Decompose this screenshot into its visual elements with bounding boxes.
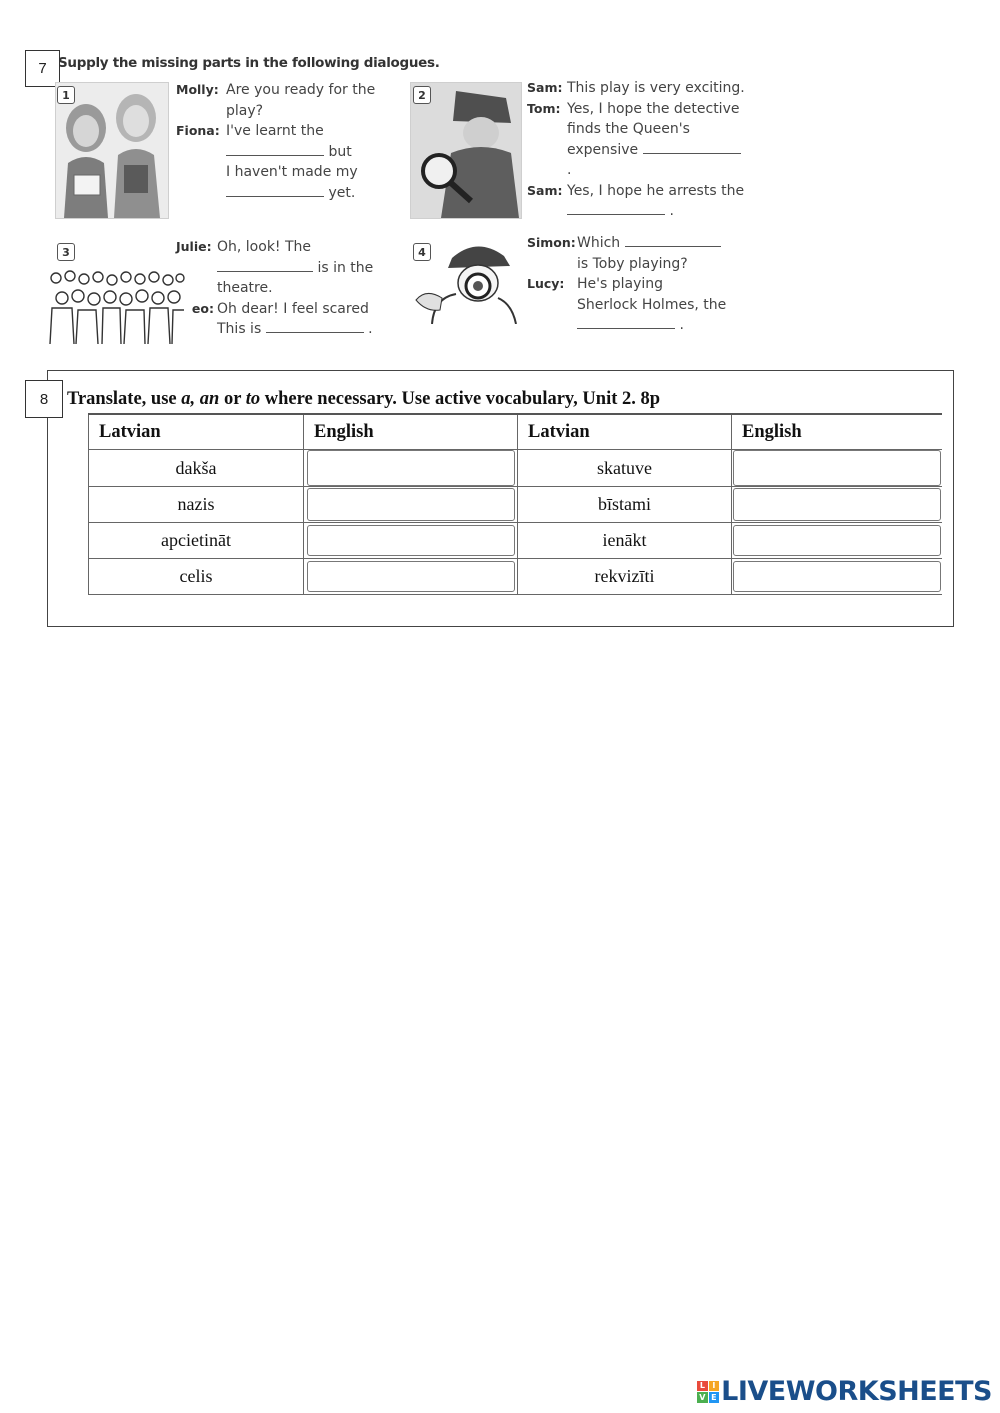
speaker-leo: eo:	[191, 300, 214, 316]
dialogue-line: but	[328, 143, 352, 160]
answer-blank[interactable]	[266, 320, 364, 333]
logo-text: LIVEWORKSHEETS	[721, 1376, 992, 1407]
speaker-lucy: Lucy:	[527, 276, 565, 291]
dialogue-line: I haven't made my	[226, 164, 358, 180]
speaker-tom: Tom:	[527, 100, 561, 116]
latvian-word: dakša	[89, 450, 304, 487]
table-row	[89, 559, 943, 595]
speaker-sam: Sam:	[527, 182, 563, 198]
speaker-simon: Simon:	[527, 235, 576, 250]
answer-blank[interactable]	[625, 234, 721, 247]
dialogue-line: Oh dear! I feel scared	[217, 300, 369, 317]
column-header-latvian: Latvian	[89, 414, 304, 450]
english-answer-input[interactable]	[307, 488, 515, 521]
dialogue-line: Oh, look! The	[217, 239, 312, 255]
dialogue-line: expensive	[567, 141, 639, 158]
illustration-crowd	[46, 268, 186, 344]
panel-1-number: 1	[57, 86, 75, 104]
dialogue-line: I've learnt the	[226, 123, 324, 139]
dialogue-line: Yes, I hope he arrests the	[567, 182, 745, 199]
latvian-word: celis	[89, 559, 304, 595]
dialogue-line: Which	[577, 235, 621, 251]
latvian-word: bīstami	[518, 487, 732, 523]
english-answer-input[interactable]	[733, 561, 941, 592]
answer-blank[interactable]	[226, 184, 324, 197]
english-answer-input[interactable]	[307, 450, 515, 486]
panel-2-number: 2	[413, 86, 431, 104]
vocabulary-table	[88, 413, 942, 595]
panel-4-number: 4	[413, 243, 431, 261]
answer-blank[interactable]	[577, 316, 675, 329]
answer-blank[interactable]	[226, 143, 324, 156]
dialogue-line: This play is very exciting.	[567, 80, 745, 96]
column-header-english: English	[304, 414, 518, 450]
table-row	[89, 523, 943, 559]
panel-3-number: 3	[57, 243, 75, 261]
dialogue-1	[176, 80, 386, 203]
dialogue-line: is in the theatre.	[217, 259, 374, 296]
speaker-fiona: Fiona:	[176, 123, 220, 138]
exercise-7-title: Supply the missing parts in the following dialogues.	[58, 55, 440, 71]
english-answer-input[interactable]	[733, 488, 941, 521]
latvian-word: skatuve	[518, 450, 732, 487]
table-row	[89, 450, 943, 487]
logo-badge-letter: E	[709, 1392, 720, 1403]
dialogue-4: Simon: Which is Toby playing? Lucy: He's playing Sherlock Holmes, the .	[527, 233, 757, 336]
table-header-row	[89, 414, 943, 450]
speaker-molly: Molly:	[176, 82, 219, 97]
speaker-sam: Sam:	[527, 80, 563, 95]
latvian-word: apcietināt	[89, 523, 304, 559]
dialogue-line: This is	[217, 321, 262, 337]
exercise-8-number: 8	[25, 380, 63, 418]
dialogue-line: Yes, I hope the detective finds the Queen's	[567, 100, 740, 137]
liveworksheets-logo	[697, 1376, 992, 1407]
latvian-word: nazis	[89, 487, 304, 523]
dialogue-line: is Toby playing?	[577, 255, 688, 272]
answer-blank[interactable]	[567, 202, 665, 215]
english-answer-input[interactable]	[307, 561, 515, 592]
speaker-julie: Julie:	[176, 239, 212, 254]
column-header-latvian: Latvian	[518, 414, 732, 450]
dialogue-3: Julie: Oh, look! The is in the theatre. eo: Oh dear! I feel scared This is .	[176, 237, 386, 340]
column-header-english: English	[732, 414, 943, 450]
english-answer-input[interactable]	[733, 450, 941, 486]
english-answer-input[interactable]	[307, 525, 515, 556]
latvian-word: ienākt	[518, 523, 732, 559]
answer-blank[interactable]	[217, 259, 313, 272]
latvian-word: rekvizīti	[518, 559, 732, 595]
exercise-8-title: Translate, use a, an or to where necessary. Use active vocabulary, Unit 2. 8p	[67, 389, 661, 409]
dialogue-line: yet.	[328, 184, 356, 201]
logo-badge-letter: I	[709, 1381, 720, 1392]
logo-badge-letter: V	[697, 1392, 708, 1403]
logo-badge-icon	[697, 1381, 719, 1403]
exercise-7-number: 7	[25, 50, 60, 87]
dialogue-2: Sam: This play is very exciting. Tom: Yes, I hope the detective finds the Queen's expensive . Sam: Yes, I hope he arrests the .	[527, 78, 757, 222]
answer-blank[interactable]	[643, 141, 741, 154]
table-row	[89, 487, 943, 523]
dialogue-line: He's playing Sherlock Holmes, the	[577, 276, 727, 313]
logo-badge-letter: L	[697, 1381, 708, 1392]
english-answer-input[interactable]	[733, 525, 941, 556]
dialogue-line: Are you ready for the play?	[226, 82, 376, 119]
